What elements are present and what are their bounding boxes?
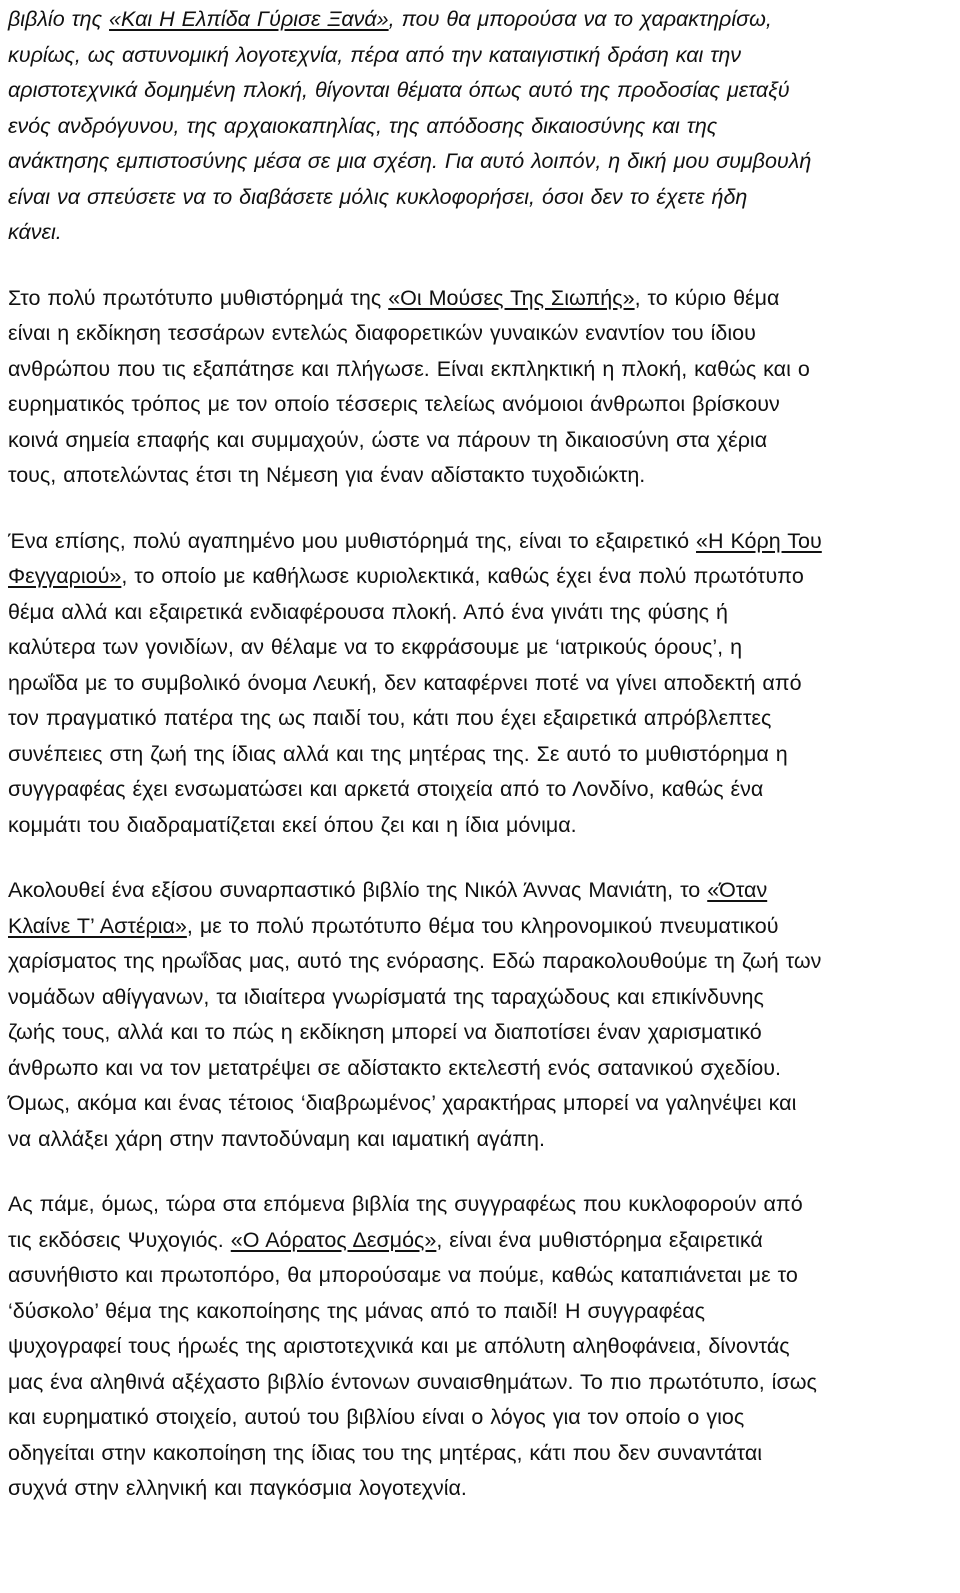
text-line (8, 1329, 950, 1365)
text-segment: ανάκτησης εμπιστοσύνης μέσα σε μια σχέση. Για αυτό λοιπόν, η δική μου συμβουλή (8, 149, 812, 173)
text-segment: συνέπειες στη ζωή της ίδιας αλλά και της μητέρας της. Σε αυτό το μυθιστόρημα η (8, 741, 788, 766)
text-line (8, 109, 950, 145)
text-line (8, 281, 950, 317)
text-segment: ψυχογραφεί τους ήρωές της αριστοτεχνικά και με απόλυτη αληθοφάνεια, δίνοντάς (8, 1334, 790, 1358)
text-line (8, 1365, 950, 1401)
text-line (8, 1187, 950, 1223)
text-segment: ανθρώπου που τις εξαπάτησε και πλήγωσε. Είναι εκπληκτική η πλοκή, καθώς και ο (8, 356, 810, 381)
text-segment: , το οποίο με καθήλωσε κυριολεκτικά, καθώς έχει ένα πολύ πρωτότυπο (121, 564, 804, 588)
text-line (8, 1471, 950, 1507)
text-segment: τους, αποτελώντας έτσι τη Νέμεση για έναν αδίστακτο τυχοδιώκτη. (8, 463, 646, 487)
book-title: «Η Κόρη Του (696, 528, 822, 553)
paragraph (8, 281, 950, 494)
text-segment: βιβλίο της (8, 7, 110, 31)
text-segment: Όμως, ακόμα και ένας τέτοιος ‘διαβρωμένος’ χαρακτήρας μπορεί να γαληνέψει και (8, 1091, 797, 1115)
text-segment: ευρηματικός τρόπος με τον οποίο τέσσερις τελείως ανόμοιοι άνθρωποι βρίσκουν (8, 392, 780, 416)
text-line (8, 1400, 950, 1436)
text-line (8, 701, 950, 737)
text-segment: κοινά σημεία επαφής και συμμαχούν, ώστε να πάρουν τη δικαιοσύνη στα χέρια (8, 427, 768, 452)
text-segment: μας ένα αληθινά αξέχαστο βιβλίο έντονων συναισθημάτων. Το πιο πρωτότυπο, ίσως (8, 1369, 817, 1394)
paragraph (8, 873, 950, 1157)
paragraph (8, 2, 950, 251)
text-line (8, 2, 950, 38)
text-segment: είναι να σπεύσετε να το διαβάσετε μόλις κυκλοφορήσει, όσοι δεν το έχετε ήδη (8, 184, 748, 209)
text-segment: Στο πολύ πρωτότυπο μυθιστόρημά της (8, 285, 389, 310)
text-segment: , που θα μπορούσα να το χαρακτηρίσω, (388, 7, 772, 31)
text-line (8, 458, 950, 494)
text-line (8, 215, 950, 251)
text-segment: , με το πολύ πρωτότυπο θέμα του κληρονομικού πνευματικού (186, 913, 779, 938)
text-line (8, 38, 950, 74)
text-segment: Ένα επίσης, πολύ αγαπημένο μου μυθιστόρημά της, είναι το εξαιρετικό (8, 528, 697, 553)
text-line (8, 1086, 950, 1122)
text-line (8, 630, 950, 666)
text-line (8, 909, 950, 945)
text-segment: Ας πάμε, όμως, τώρα στα επόμενα βιβλία της συγγραφέως που κυκλοφορούν από (8, 1192, 803, 1216)
text-line (8, 737, 950, 773)
text-line (8, 73, 950, 109)
text-segment: ηρωΐδα με το συμβολικό όνομα Λευκή, δεν καταφέρνει ποτέ να γίνει αποδεκτή από (8, 670, 802, 695)
text-segment: συγγραφέας έχει ενσωματώσει και αρκετά στοιχεία από το Λονδίνο, καθώς ένα (8, 777, 764, 801)
text-segment: ‘δύσκολο’ θέμα της κακοποίησης της μάνας από το παιδί! Η συγγραφέας (8, 1298, 705, 1323)
book-title: «Και Η Ελπίδα Γύρισε Ξανά» (109, 7, 389, 31)
text-segment: καλύτερα των γονιδίων, αν θέλαμε να το εκφράσουμε με ‘ιατρικούς όρους’, η (8, 635, 743, 659)
text-line (8, 423, 950, 459)
text-line (8, 352, 950, 388)
book-title: «Ο Αόρατος Δεσμός» (230, 1227, 437, 1252)
text-line (8, 873, 950, 909)
text-line (8, 980, 950, 1016)
book-title: Κλαίνε Τ’ Αστέρια» (8, 913, 187, 938)
text-segment: είναι η εκδίκηση τεσσάρων εντελώς διαφορετικών γυναικών εναντίον του ίδιου (8, 321, 756, 345)
text-segment: συχνά στην ελληνική και παγκόσμια λογοτεχνία. (8, 1476, 467, 1500)
text-line (8, 1258, 950, 1294)
text-line (8, 144, 950, 180)
text-segment: κυρίως, ως αστυνομική λογοτεχνία, πέρα από την καταιγιστική δράση και την (8, 42, 742, 67)
text-line (8, 180, 950, 216)
book-title: «Όταν (707, 878, 768, 902)
paragraph (8, 524, 950, 844)
text-segment: , είναι ένα μυθιστόρημα εξαιρετικά (436, 1227, 763, 1252)
text-line (8, 1223, 950, 1259)
text-segment: νομάδων αθίγγανων, τα ιδιαίτερα γνωρίσματά της ταραχώδους και επικίνδυνης (8, 984, 764, 1009)
text-segment: θέμα αλλά και εξαιρετικά ενδιαφέρουσα πλοκή. Από ένα γινάτι της φύσης ή (8, 599, 728, 624)
text-segment: τον πραγματικό πατέρα της ως παιδί του, κάτι που έχει εξαιρετικά απρόβλεπτες (8, 706, 772, 730)
text-line (8, 387, 950, 423)
paragraph (8, 1187, 950, 1507)
text-segment: οδηγείται στην κακοποίηση της ίδιας του της μητέρας, κάτι που δεν συναντάται (8, 1440, 763, 1465)
text-line (8, 1122, 950, 1158)
text-line (8, 666, 950, 702)
text-segment: να αλλάξει χάρη στην παντοδύναμη και ιαματική αγάπη. (8, 1126, 545, 1151)
text-segment: Ακολουθεί ένα εξίσου συναρπαστικό βιβλίο της Νικόλ Άννας Μανιάτη, το (8, 878, 708, 902)
text-segment: ζωής τους, αλλά και το πώς η εκδίκηση μπορεί να διαποτίσει έναν χαρισματικό (8, 1020, 762, 1044)
text-segment: αριστοτεχνικά δομημένη πλοκή, θίγονται θέματα όπως αυτό της προδοσίας μεταξύ (8, 78, 790, 102)
text-line (8, 1436, 950, 1472)
text-segment: ασυνήθιστο και πρωτοπόρο, θα μπορούσαμε να πούμε, καθώς καταπιάνεται με το (8, 1263, 798, 1287)
text-line (8, 808, 950, 844)
text-segment: ενός ανδρόγυνου, της αρχαιοκαπηλίας, της απόδοσης δικαιοσύνης και της (8, 113, 718, 138)
text-segment: κομμάτι του διαδραματίζεται εκεί όπου ζει και η ίδια μόνιμα. (8, 812, 577, 837)
text-line (8, 316, 950, 352)
text-line (8, 944, 950, 980)
text-line (8, 772, 950, 808)
text-line (8, 1294, 950, 1330)
text-segment: κάνει. (8, 220, 62, 244)
text-line (8, 595, 950, 631)
text-segment: χαρίσματος της ηρωΐδας μας, αυτό της ενόρασης. Εδώ παρακολουθούμε τη ζωή των (8, 949, 822, 973)
text-line (8, 1015, 950, 1051)
text-segment: τις εκδόσεις Ψυχογιός. (8, 1227, 231, 1252)
book-title: Φεγγαριού» (8, 564, 122, 588)
text-segment: , το κύριο θέμα (634, 285, 780, 310)
text-segment: και ευρηματικό στοιχείο, αυτού του βιβλίου είναι ο λόγος για τον οποίο ο γιος (8, 1405, 745, 1429)
text-line (8, 559, 950, 595)
text-line (8, 524, 950, 560)
book-title: «Οι Μούσες Της Σιωπής» (388, 285, 635, 310)
text-line (8, 1051, 950, 1087)
text-segment: άνθρωπο και να τον μετατρέψει σε αδίστακτο εκτελεστή ενός σατανικού σχεδίου. (8, 1055, 781, 1080)
